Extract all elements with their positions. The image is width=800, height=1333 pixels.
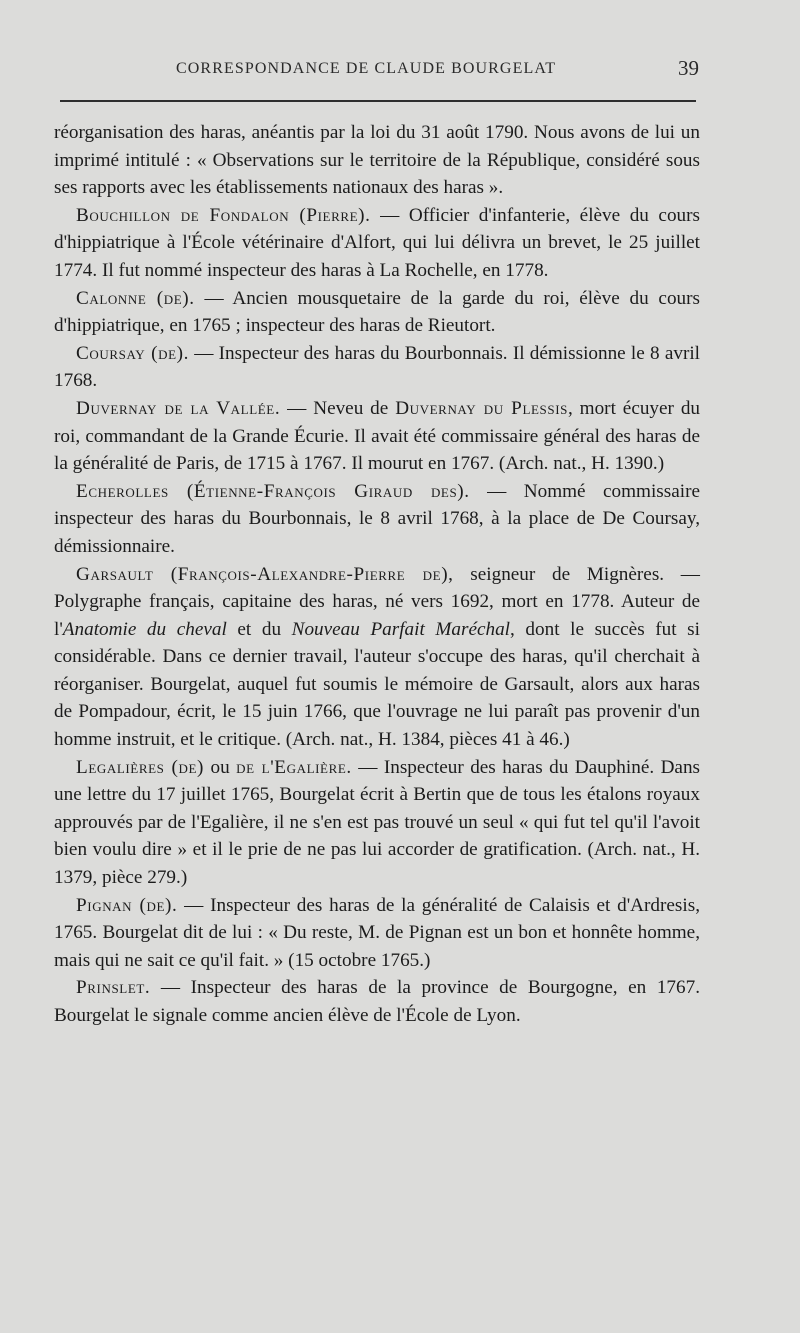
book-title-italic: Anatomie du cheval [62,618,227,640]
entry-text: — Officier d'infanterie, élève du cours d'hippiatrique à l'École vétérinaire d'Alfort, qui lui délivra un brevet, le 25 juillet 1774. Il fut nommé inspecteur des haras à La Rochelle, en 1778. [54,204,700,281]
entry-name: Calonne (de). [76,287,195,309]
entry-text: — Nommé commissaire inspecteur des haras du Bourbonnais, le 8 avril 1768, à la place de De Coursay, démissionnaire. [54,480,700,557]
entry-name: Bouchillon de Fondalon (Pierre). [76,204,371,226]
entry-name: Garsault (François-Alexandre-Pierre de), [76,563,454,585]
page-number: 39 [678,56,699,80]
entry-coursay [54,340,700,395]
running-head [0,58,800,84]
entry-text: , dont le succès fut si considérable. Dans ce dernier travail, l'auteur s'occupe des haras, qu'il cherchait à réorganiser. Bourgelat, auquel fut soumis le mémoire de Garsault, alors aux haras de Pompadour, écrit, le 15 juin 1766, que l'ouvrage ne lui paraît pas provenir d'un homme instruit, et le critique. (Arch. nat., H. 1384, pièces 41 à 46.) [54,618,700,751]
entry-text: réorganisation des haras, anéantis par la loi du 31 août 1790. Nous avons de lui un imprimé intitulé : « Observations sur le territoire de la République, considéré sous ses rapports avec les établissements nationaux des haras ». [54,122,700,199]
entry-name: Prinslet. [76,977,151,999]
entry-text-part: seigneur de Mignères. — Polygraphe français, capitaine des haras, né vers 1692, mort en 1778. Auteur de l' [54,563,700,640]
entry-text: — Ancien mousquetaire de la garde du roi, élève du cours d'hippiatrique, en 1765 ; inspecteur des haras de Rieutort. [54,287,700,337]
body-text [54,119,700,1030]
book-title-italic: Nouveau Parfait Maréchal [291,618,511,640]
entry-name-secondary: Duvernay du Plessis [395,397,568,419]
entry-name: Coursay (de). [76,342,189,364]
entry-name: Duvernay de la Vallée. [76,397,281,419]
entry-pignan [54,892,700,975]
header-rule [60,100,696,102]
entry-bouchillon [54,202,700,285]
entry-text: — Inspecteur des haras du Bourbonnais. Il démissionne le 8 avril 1768. [54,342,700,392]
entry-text-part: et du [226,618,292,640]
entry-name-secondary: de l'Egalière. [236,756,352,778]
entry-text: — Inspecteur des haras du Dauphiné. Dans une lettre du 17 juillet 1765, Bourgelat écrit à Bertin que de tous les étalons royaux approuvés par de l'Egalière, il ne s'en est pas trouvé un seul « qui fut tel qu'il l'avoit bien voulu dire » et il le prie de ne pas lui accorder de gratification. (Arch. nat., H. 1379, pièce 279.) [54,756,701,889]
entry-name: Legalières (de) [76,756,205,778]
entry-legalieres [54,754,700,892]
entry-text: — Inspecteur des haras de la généralité de Calaisis et d'Ardresis, 1765. Bourgelat dit de lui : « Du reste, M. de Pignan est un bon et honnête homme, mais qui ne sait ce qu'il fait. » (15 octobre 1765.) [54,894,700,971]
entry-text-part: — Neveu de [280,397,396,419]
entry-text: , mort écuyer du roi, commandant de la Grande Écurie. Il avait été commissaire général des haras de la généralité de Paris, de 1715 à 1767. Il mourut en 1767. (Arch. nat., H. 1390.) [54,397,701,475]
entry-continuation [54,119,700,202]
entry-duvernay [54,395,700,478]
entry-garsault [54,561,700,754]
entry-prinslet [54,974,700,1029]
entry-name: Pignan (de). [76,894,178,916]
running-title: CORRESPONDANCE DE CLAUDE BOURGELAT [176,60,557,77]
entry-text-part: ou [204,756,237,778]
entry-echerolles [54,478,700,561]
entry-text: — Inspecteur des haras de la province de Bourgogne, en 1767. Bourgelat le signale comme ancien élève de l'École de Lyon. [54,977,700,1026]
entry-name: Echerolles (Étienne-François Giraud des). [76,480,470,502]
entry-calonne [54,285,700,340]
